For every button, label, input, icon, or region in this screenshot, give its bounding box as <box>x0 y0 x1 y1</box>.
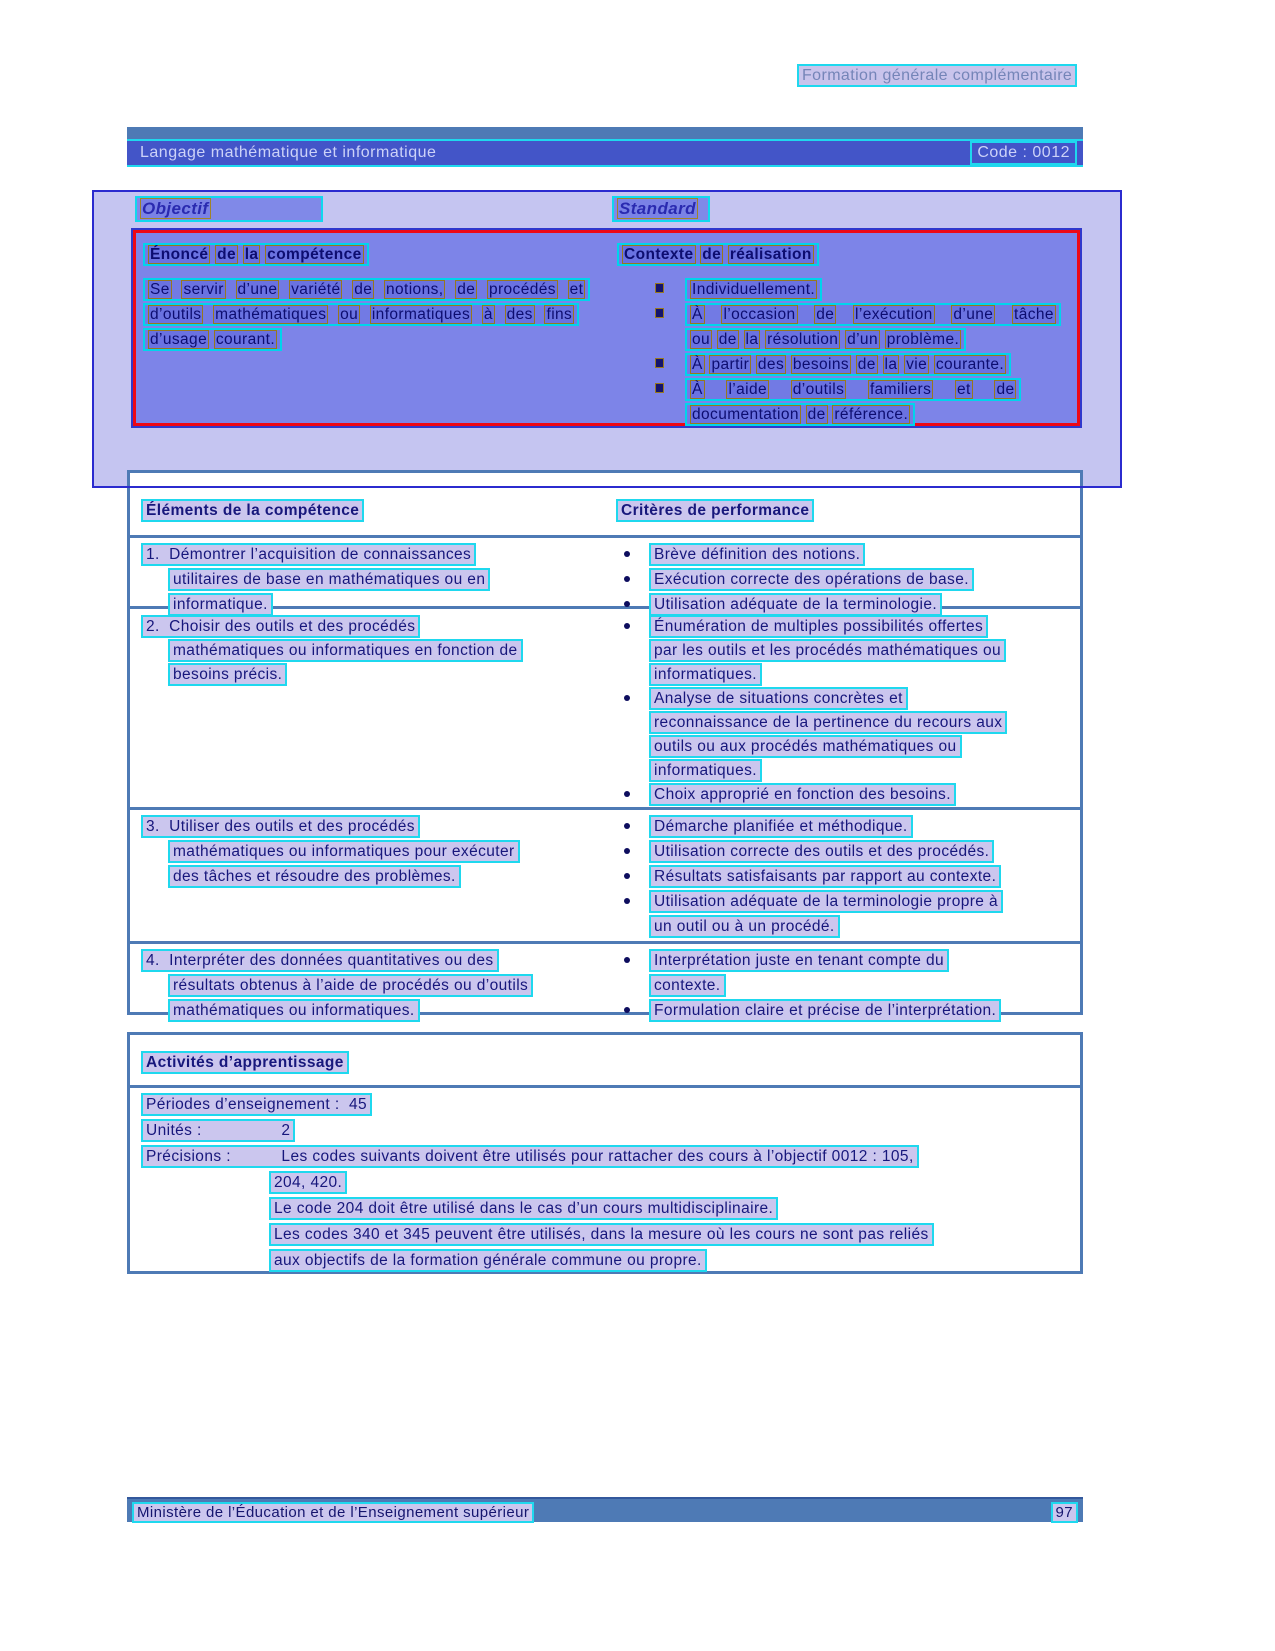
word-box: l’occasion <box>723 306 796 323</box>
criteria-cell <box>616 543 1078 618</box>
word-box: d’une <box>237 281 278 298</box>
highlighted-text <box>685 278 822 301</box>
text-line <box>616 663 1078 687</box>
highlighted-text: Utilisation correcte des outils et des procédés. <box>649 840 994 863</box>
text-line <box>616 974 1078 999</box>
bullet-icon <box>624 576 630 582</box>
text-line <box>143 278 608 303</box>
highlighted-text: Précisions : Les codes suivants doivent être utilisés pour rattacher des cours à l’objectif 0012 : 105, <box>141 1145 919 1168</box>
field-label: Unités : <box>146 1122 202 1139</box>
word-box: Contexte <box>624 246 694 263</box>
criteres-header <box>616 499 814 522</box>
text-line <box>141 974 611 999</box>
highlighted-text: Formulation claire et précise de l’interprétation. <box>649 999 1001 1022</box>
bullet-icon <box>624 551 630 557</box>
row-divider <box>130 807 1080 810</box>
highlighted-text: Les codes 340 et 345 peuvent être utilisés, dans la mesure où les cours ne sont pas reliés <box>269 1223 934 1246</box>
text-line <box>141 543 611 568</box>
competence-statement <box>143 278 608 353</box>
bullet-icon <box>655 383 664 393</box>
highlighted-text <box>685 303 1061 326</box>
elements-criteria-table <box>127 470 1083 1019</box>
highlighted-text: contexte. <box>649 974 726 997</box>
text-line <box>616 568 1078 593</box>
elements-header <box>141 499 364 522</box>
highlighted-text: Périodes d’enseignement : 45 <box>141 1093 372 1116</box>
word-box: Standard <box>619 199 696 218</box>
highlighted-text: Énumération de multiples possibilités offertes <box>649 615 988 638</box>
highlighted-text: utilitaires de base en mathématiques ou en <box>168 568 490 591</box>
standard-heading-text <box>612 196 710 222</box>
criteria-cell <box>616 615 1078 807</box>
highlighted-text <box>143 278 590 301</box>
footer-bar <box>127 1497 1083 1522</box>
objectif-heading-text <box>135 196 323 222</box>
word-box: d’un <box>847 331 878 348</box>
text-line <box>617 328 1075 353</box>
text-line <box>141 663 611 687</box>
text-line <box>616 543 1078 568</box>
activites-details <box>141 1093 1075 1275</box>
word-box: vie <box>906 356 928 373</box>
highlighted-text: par les outils et les procédés mathématiques ou <box>649 639 1006 662</box>
footer-ministry <box>132 1502 534 1523</box>
highlighted-text: Unités : 2 <box>141 1119 295 1142</box>
field-label: Précisions : <box>146 1148 231 1165</box>
word-box: d’usage <box>150 331 208 348</box>
activites-title-text: Activités d’apprentissage <box>141 1051 349 1074</box>
word-box: de <box>217 246 236 263</box>
word-box: de <box>996 381 1015 398</box>
element-cell <box>141 815 611 890</box>
bullet-icon <box>624 898 630 904</box>
word-box: de <box>702 246 722 263</box>
text-line <box>616 949 1078 974</box>
text-line <box>616 999 1078 1024</box>
highlighted-text: 2. Choisir des outils et des procédés <box>141 615 420 638</box>
contexte-header <box>617 243 819 266</box>
word-box: référence. <box>834 406 909 423</box>
field-label: Périodes d’enseignement : <box>146 1096 340 1113</box>
panel-bottom-border-line <box>92 486 1122 488</box>
word-box: fins <box>546 306 573 323</box>
text-line <box>141 949 611 974</box>
enonce-header-text <box>143 243 369 266</box>
word-box: de <box>457 281 476 298</box>
section-label-text: Formation générale complémentaire <box>797 64 1077 87</box>
word-box: de <box>857 356 876 373</box>
highlighted-text: reconnaissance de la pertinence du recours aux <box>649 711 1007 734</box>
element-cell <box>141 615 611 687</box>
objectif-standard-panel <box>92 190 1122 486</box>
word-box: ou <box>340 306 359 323</box>
word-box: courant. <box>215 331 276 348</box>
word-box: variété <box>291 281 341 298</box>
word-box: compétence <box>267 246 362 263</box>
text-line <box>617 303 1075 328</box>
text-line <box>616 915 1078 940</box>
row-divider <box>130 941 1080 944</box>
page-number-text: 97 <box>1051 1502 1079 1523</box>
bullet-icon <box>624 623 630 629</box>
highlighted-text <box>685 378 1021 401</box>
criteria-cell <box>616 815 1078 940</box>
word-box: de <box>816 306 835 323</box>
bullet-icon <box>624 695 630 701</box>
text-line <box>617 403 1075 428</box>
highlighted-text: informatiques. <box>649 759 762 782</box>
highlighted-text: Choix approprié en fonction des besoins. <box>649 783 956 806</box>
elements-header-text: Éléments de la compétence <box>141 499 364 522</box>
word-box: de <box>354 281 373 298</box>
highlighted-text: Exécution correcte des opérations de base. <box>649 568 974 591</box>
highlighted-text: informatiques. <box>649 663 762 686</box>
activites-title <box>141 1051 349 1074</box>
word-box: l’exécution <box>855 306 933 323</box>
highlighted-text: 3. Utiliser des outils et des procédés <box>141 815 420 838</box>
highlighted-text: Analyse de situations concrètes et <box>649 687 908 710</box>
title-strip <box>127 139 1083 167</box>
word-box: résolution <box>767 331 839 348</box>
row-divider <box>130 1085 1080 1088</box>
text-line <box>616 840 1078 865</box>
footer-page-number <box>1051 1502 1079 1523</box>
highlighted-text: des tâches et résoudre des problèmes. <box>168 865 461 888</box>
word-box: familiers <box>869 381 932 398</box>
highlighted-text <box>685 353 1011 376</box>
text-line <box>141 865 611 890</box>
word-box: Individuellement. <box>692 281 816 298</box>
highlighted-text: Le code 204 doit être utilisé dans le cas d’un cours multidisciplinaire. <box>269 1197 778 1220</box>
bullet-icon <box>655 308 664 318</box>
word-box: à <box>483 306 493 323</box>
text-line <box>143 303 608 328</box>
word-box: et <box>569 281 584 298</box>
word-box: documentation <box>692 406 799 423</box>
highlighted-text: Résultats satisfaisants par rapport au contexte. <box>649 865 1001 888</box>
text-line <box>141 1119 1075 1145</box>
text-line <box>617 353 1075 378</box>
competence-statement-table <box>133 230 1080 426</box>
text-line <box>141 1145 1075 1171</box>
text-line <box>141 1249 1075 1275</box>
element-cell <box>141 949 611 1024</box>
word-box: informatiques <box>371 306 471 323</box>
highlighted-text: Utilisation adéquate de la terminologie propre à <box>649 890 1003 913</box>
word-box: problème. <box>886 331 960 348</box>
text-line <box>617 378 1075 403</box>
activites-box <box>127 1032 1083 1274</box>
bullet-icon <box>624 791 630 797</box>
text-line <box>616 890 1078 915</box>
word-box: procédés <box>488 281 556 298</box>
title-bar <box>127 127 1083 167</box>
text-line <box>141 615 611 639</box>
word-box: partir <box>711 356 750 373</box>
text-line <box>141 1093 1075 1119</box>
word-box: des <box>506 306 533 323</box>
text-line <box>616 687 1078 711</box>
word-box: et <box>956 381 971 398</box>
word-box: notions, <box>385 281 444 298</box>
word-box: la <box>745 331 759 348</box>
word-box: de <box>718 331 737 348</box>
word-box: besoins <box>792 356 850 373</box>
highlighted-text: besoins précis. <box>168 663 287 686</box>
text-line <box>141 1223 1075 1249</box>
footer-ministry-text: Ministère de l’Éducation et de l’Enseignement supérieur <box>132 1502 534 1523</box>
word-box: l’aide <box>728 381 768 398</box>
text-line <box>616 759 1078 783</box>
text-line <box>617 278 1075 303</box>
bullet-icon <box>624 848 630 854</box>
word-box: la <box>244 246 259 263</box>
word-box: tâche <box>1014 306 1054 323</box>
highlighted-text: 204, 420. <box>269 1171 347 1194</box>
word-box: Énoncé <box>150 246 209 263</box>
objectif-heading <box>135 196 323 222</box>
text-line <box>141 999 611 1024</box>
highlighted-text: aux objectifs de la formation générale commune ou propre. <box>269 1249 707 1272</box>
text-line <box>616 865 1078 890</box>
criteria-cell <box>616 949 1078 1024</box>
highlighted-text: Démarche planifiée et méthodique. <box>649 815 913 838</box>
text-line <box>141 1197 1075 1223</box>
highlighted-text <box>143 328 282 351</box>
bullet-icon <box>655 283 664 293</box>
word-box: Se <box>150 281 170 298</box>
highlighted-text: mathématiques ou informatiques pour exécuter <box>168 840 520 863</box>
highlighted-text <box>685 328 966 351</box>
document-title: Langage mathématique et informatique <box>140 144 437 161</box>
word-box: d’outils <box>792 381 845 398</box>
element-cell <box>141 543 611 618</box>
enonce-header <box>143 243 369 266</box>
bullet-icon <box>624 873 630 879</box>
highlighted-text: mathématiques ou informatiques. <box>168 999 420 1022</box>
highlighted-text: résultats obtenus à l’aide de procédés ou d’outils <box>168 974 533 997</box>
word-box: À <box>692 356 703 373</box>
text-line <box>616 783 1078 807</box>
word-box: Objectif <box>142 199 209 218</box>
word-box: la <box>884 356 898 373</box>
highlighted-text: 1. Démontrer l’acquisition de connaissances <box>141 543 476 566</box>
word-box: ou <box>692 331 711 348</box>
word-box: courante. <box>935 356 1005 373</box>
highlighted-text: outils ou aux procédés mathématiques ou <box>649 735 962 758</box>
text-line <box>616 711 1078 735</box>
word-box: mathématiques <box>215 306 327 323</box>
text-line <box>141 815 611 840</box>
highlighted-text: informatique. <box>168 593 273 616</box>
bullet-icon <box>624 1007 630 1013</box>
highlighted-text: un outil ou à un procédé. <box>649 915 840 938</box>
highlighted-text <box>143 303 579 326</box>
text-line <box>616 615 1078 639</box>
text-line <box>616 735 1078 759</box>
word-box: d’outils <box>150 306 202 323</box>
contexte-header-text <box>617 243 819 266</box>
bullet-icon <box>655 358 664 368</box>
bullet-icon <box>624 957 630 963</box>
word-box: servir <box>183 281 224 298</box>
text-line <box>616 639 1078 663</box>
realisation-context-list <box>617 278 1075 428</box>
word-box: À <box>692 381 703 398</box>
highlighted-text: Interprétation juste en tenant compte du <box>649 949 949 972</box>
row-divider <box>130 535 1080 538</box>
highlighted-text: Brève définition des notions. <box>649 543 865 566</box>
criteres-header-text: Critères de performance <box>616 499 814 522</box>
text-line <box>616 815 1078 840</box>
word-box: des <box>757 356 785 373</box>
highlighted-text: 4. Interpréter des données quantitatives ou des <box>141 949 499 972</box>
word-box: d’une <box>953 306 994 323</box>
text-line <box>141 568 611 593</box>
text-line <box>143 328 608 353</box>
word-box: réalisation <box>729 246 812 263</box>
bullet-icon <box>624 601 630 607</box>
bullet-icon <box>624 823 630 829</box>
text-line <box>141 840 611 865</box>
text-line <box>141 639 611 663</box>
section-label <box>797 64 1077 87</box>
standard-heading <box>612 196 710 222</box>
text-line <box>141 1171 1075 1197</box>
word-box: À <box>692 306 703 323</box>
word-box: de <box>807 406 826 423</box>
highlighted-text <box>685 403 915 426</box>
highlighted-text: Utilisation adéquate de la terminologie. <box>649 593 942 616</box>
highlighted-text: mathématiques ou informatiques en fonction de <box>168 639 523 662</box>
document-code: Code : 0012 <box>970 141 1077 165</box>
